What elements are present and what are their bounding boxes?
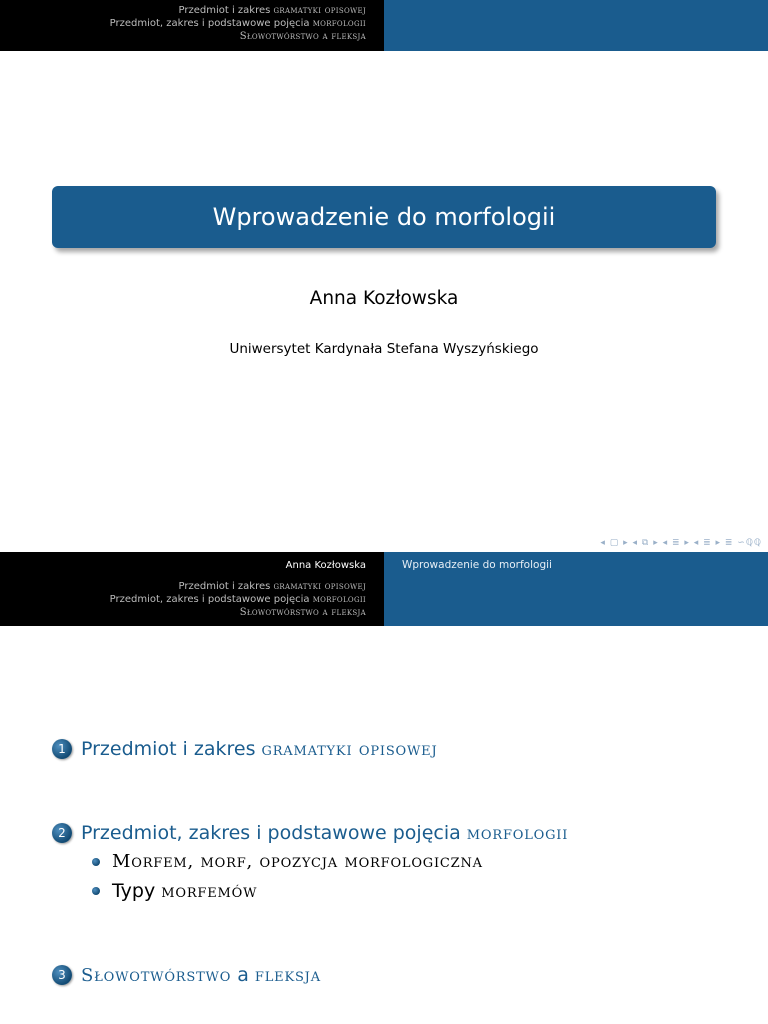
presentation-title: Wprowadzenie do morfologii <box>212 203 556 231</box>
section-link-2[interactable]: Przedmiot, zakres i podstawowe pojęcia morfologii <box>109 18 366 29</box>
section-number-badge: 1 <box>52 739 72 759</box>
beamer-navigation-icons[interactable]: ◂ ▢ ▸ ◂ ⧉ ▸ ◂ ≣ ▸ ◂ ≣ ▸ ≣ ∽ℚℚ <box>600 538 762 548</box>
header-right-panel <box>384 552 768 626</box>
section-nav <box>0 552 384 626</box>
title-box <box>52 186 716 248</box>
header-bar <box>0 0 768 51</box>
toc-item-3[interactable]: 3 Słowotwórstwo a fleksja <box>52 964 321 986</box>
section-number-badge: 2 <box>52 823 72 843</box>
section-number-badge: 3 <box>52 965 72 985</box>
section-link-1[interactable]: Przedmiot i zakres gramatyki opisowej <box>178 581 366 592</box>
section-link-3[interactable]: Słowotwórstwo a fleksja <box>239 607 366 618</box>
section-nav <box>0 0 384 51</box>
bullet-icon <box>92 887 100 895</box>
header-title: Wprowadzenie do morfologii <box>402 559 552 571</box>
author-name: Anna Kozłowska <box>309 288 459 309</box>
section-link-3[interactable]: Słowotwórstwo a fleksja <box>239 31 366 42</box>
toc-subitem-1[interactable]: Morfem, morf, opozycja morfologiczna <box>92 851 483 872</box>
toc-item-2[interactable]: 2 Przedmiot, zakres i podstawowe pojęcia morfologii <box>52 822 568 844</box>
header-author: Anna Kozłowska <box>285 560 366 571</box>
section-link-2[interactable]: Przedmiot, zakres i podstawowe pojęcia morfologii <box>109 594 366 605</box>
outline-slide <box>0 552 768 1024</box>
toc-item-1[interactable]: 1 Przedmiot i zakres gramatyki opisowej <box>52 738 437 760</box>
bullet-icon <box>92 858 100 866</box>
toc-subitem-2[interactable]: Typy morfemów <box>92 880 257 902</box>
institute-name: Uniwersytet Kardynała Stefana Wyszyńskiego <box>229 341 539 357</box>
header-bar <box>0 552 768 626</box>
header-right-panel <box>384 0 768 51</box>
section-link-1[interactable]: Przedmiot i zakres gramatyki opisowej <box>178 5 366 16</box>
